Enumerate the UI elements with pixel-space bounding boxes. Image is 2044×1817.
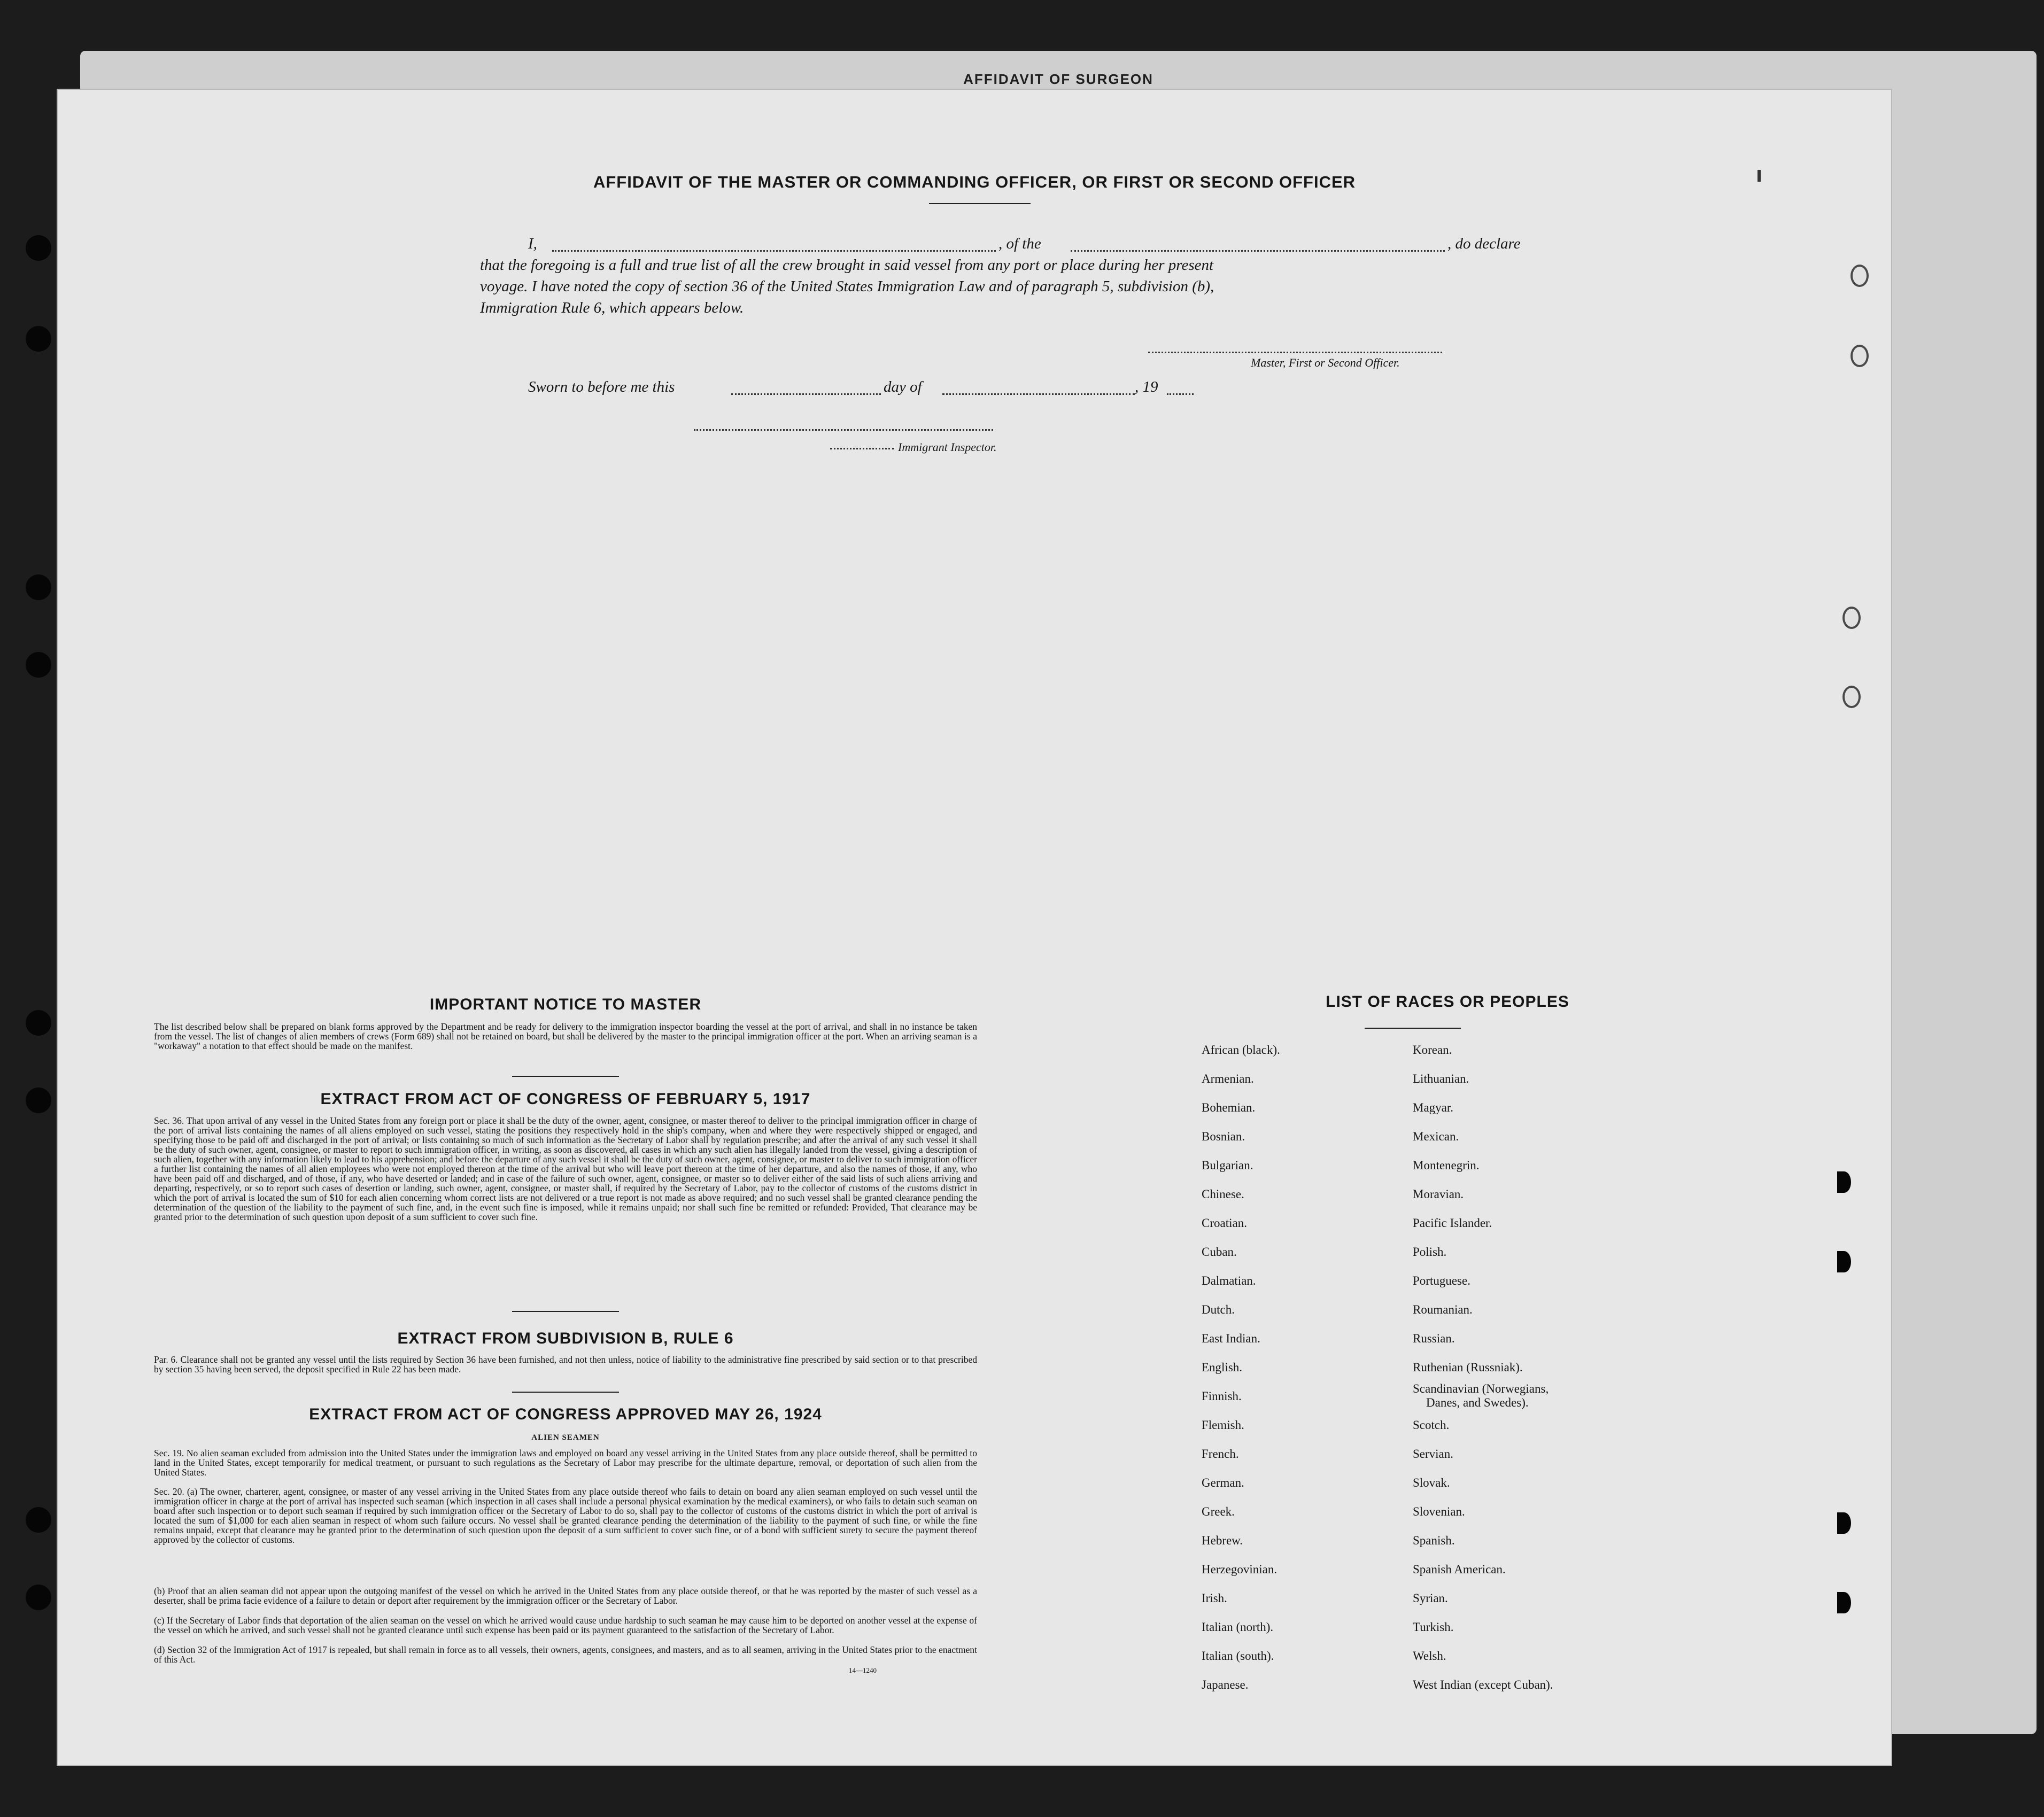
affidavit-title: AFFIDAVIT OF THE MASTER OR COMMANDING OFFICER, OR FIRST OR SECOND OFFICER xyxy=(593,173,1356,191)
race-item: Slovak. xyxy=(1413,1476,1450,1489)
race-item: Lithuanian. xyxy=(1413,1072,1469,1085)
extract-1917-title: EXTRACT FROM ACT OF CONGRESS OF FEBRUARY 5, 1917 xyxy=(320,1090,811,1108)
affidavit-line4: Immigration Rule 6, which appears below. xyxy=(480,299,744,316)
inspector-signature-line-2 xyxy=(830,448,894,449)
race-item: Croatian. xyxy=(1202,1216,1247,1230)
binder-hole xyxy=(26,574,51,600)
race-item: Turkish. xyxy=(1413,1620,1454,1634)
binder-ring xyxy=(1842,686,1861,708)
binder-hole xyxy=(26,1507,51,1533)
affidavit-line1-of-the: , of the xyxy=(998,235,1041,252)
extract-1917-body: Sec. 36. That upon arrival of any vessel in the United States from any foreign port or place it shall be the duty of the owner, agent, consignee, or master thereof to deliver to the principal immigration officer in charge of the port of arrival lists containing the names of all aliens employed on such vessel, stating the positions they respectively hold in the ship's company, when and where they were respectively shipped or engaged, and specifying those to be paid off and discharged in the port of arrival; or lists containing so much of such information as the Secretary of Labor shall by regulation prescribe; and after the arrival of any such vessel it shall be the duty of such owner, agent, consignee, or master to report to such immigration officer, in writing, as soon as discovered, all cases in which any such alien has illegally landed from the vessel, giving a description of such alien, together with any information likely to lead to his apprehension; and before the departure of any such vessel it shall be the duty of such owner, agent, consignee, or master to deliver to such immigration officer a further list containing the names of all alien employees who were not employed thereon at the time of the arrival but who will leave port thereon at the time of her departure, and also the names of those, if any, who have been paid off and discharged, and of those, if any, who have deserted or landed; and in case of the failure of such owner, agent, consignee, or master so to deliver either of the said lists of such aliens arriving and departing, respectively, or so to report such cases of desertion or landing, such owner, agent, consignee, or master shall, if required by the Secretary of Labor, pay to the collector of customs of the customs district in which the port of arrival is located the sum of $10 for each alien concerning whom correct lists are not delivered or a true report is not made as above required; and no such vessel shall be granted clearance pending the determination of the question of the liability to the payment of such fine, and, in the event such fine is imposed, while it remains unpaid; nor shall such fine be remitted or refunded: Provided, That clearance may be granted prior to the determination of such question upon deposit of a sum sufficient to cover such fine. xyxy=(154,1115,977,1222)
race-item: Italian (south). xyxy=(1202,1649,1274,1663)
race-item: Dalmatian. xyxy=(1202,1274,1256,1287)
sworn-day-of: day of xyxy=(884,378,922,395)
races-title: LIST OF RACES OR PEOPLES xyxy=(1326,993,1569,1011)
binder-hole xyxy=(26,1088,51,1113)
race-item: West Indian (except Cuban). xyxy=(1413,1678,1553,1691)
binder-hole xyxy=(1837,1512,1851,1534)
extract-1924-title: EXTRACT FROM ACT OF CONGRESS APPROVED MAY 26, 1924 xyxy=(309,1406,822,1423)
title-underline xyxy=(929,203,1031,204)
race-item: Armenian. xyxy=(1202,1072,1254,1085)
binder-hole xyxy=(1837,1592,1851,1613)
binder-ring xyxy=(1851,345,1869,367)
race-item: Chinese. xyxy=(1202,1187,1244,1201)
race-item: Flemish. xyxy=(1202,1418,1244,1432)
binder-ring xyxy=(1851,265,1869,287)
race-item: Montenegrin. xyxy=(1413,1159,1480,1172)
binder-hole xyxy=(26,235,51,261)
name-blank xyxy=(552,250,996,252)
race-item: Spanish. xyxy=(1413,1534,1455,1547)
inspector-signature-line xyxy=(694,429,993,431)
extract-1924-sec20c: (c) If the Secretary of Labor finds that deportation of the alien seaman on the vessel on which he arrived would cause undue hardship to such seaman he may cause him to be deported on another vessel at the expense of the vessel on which he arrived, and such vessel shall not be granted clearance until such expense has been paid or its payment guaranteed to the satisfaction of the Secretary of Labor. xyxy=(154,1615,977,1635)
race-item: Finnish. xyxy=(1202,1389,1242,1403)
extract-1917-divider xyxy=(512,1311,619,1312)
race-item: Greek. xyxy=(1202,1505,1235,1518)
race-item: Pacific Islander. xyxy=(1413,1216,1492,1230)
race-item: Welsh. xyxy=(1413,1649,1446,1663)
extract-1924-sec20d: (d) Section 32 of the Immigration Act of 1917 is repealed, but shall remain in force as to all vessels, their owners, agents, consignees, and masters, and as to all seamen, arriving in the United States prior to the enactment of this Act. xyxy=(154,1644,977,1665)
notice-body: The list described below shall be prepared on blank forms approved by the Department and be ready for delivery to the immigration inspector boarding the vessel at the port of arrival, and shall in no instance be taken from the vessel. The list of changes of alien members of crews (Form 689) shall not be retained on board, but shall be delivered by the master to the principal immigration officer at the port. When an arriving seaman is a "workaway" a notation to that effect should be made on the manifest. xyxy=(154,1021,977,1051)
affidavit-line1-end: , do declare xyxy=(1447,235,1521,252)
binder-hole xyxy=(26,652,51,678)
notice-divider xyxy=(512,1076,619,1077)
alien-seamen-subtitle: ALIEN SEAMEN xyxy=(531,1433,600,1442)
race-item: French. xyxy=(1202,1447,1239,1461)
race-item: Cuban. xyxy=(1202,1245,1237,1259)
race-item: English. xyxy=(1202,1361,1243,1374)
race-item: Bohemian. xyxy=(1202,1101,1256,1114)
race-item: Ruthenian (Russniak). xyxy=(1413,1361,1523,1374)
sworn-day-blank xyxy=(731,393,881,395)
race-item: Korean. xyxy=(1413,1043,1452,1057)
race-item: Mexican. xyxy=(1413,1130,1459,1143)
race-item: Bulgarian. xyxy=(1202,1159,1253,1172)
affidavit-line1-i: I, xyxy=(528,235,537,252)
rule6-divider xyxy=(512,1392,619,1393)
race-item: Slovenian. xyxy=(1413,1505,1465,1518)
race-item: Syrian. xyxy=(1413,1591,1448,1605)
sworn-prefix: Sworn to before me this xyxy=(528,378,675,395)
affidavit-line2: that the foregoing is a full and true list of all the crew brought in said vessel from any port or place during her present xyxy=(480,257,1214,274)
extract-1924-sec19: Sec. 19. No alien seaman excluded from admission into the United States under the immigration laws and employed on board any vessel arriving in the United States from any place outside thereof, shall be permitted to land in the United States, except temporarily for medical treatment, or pursuant to such regulations as the Secretary of Labor may prescribe for the ultimate departure, removal, or deportation of such alien from the United States. xyxy=(154,1448,977,1478)
sworn-year: , 19 xyxy=(1135,378,1158,395)
extract-1924-sec20b: (b) Proof that an alien seaman did not appear upon the outgoing manifest of the vessel on which he arrived in the United States from any place outside thereof, or that he was reported by the master of such vessel as a deserter, shall be prima facie evidence of a failure to detain or deport after requirement by the immigration officer or the Secretary of Labor. xyxy=(154,1586,977,1606)
page-mark xyxy=(1757,170,1761,182)
race-item: Danes, and Swedes). xyxy=(1426,1396,1529,1409)
document-page xyxy=(58,90,1891,1765)
inspector-label: Immigrant Inspector. xyxy=(898,440,997,454)
race-item: Scotch. xyxy=(1413,1418,1450,1432)
race-item: Bosnian. xyxy=(1202,1130,1245,1143)
race-item: Japanese. xyxy=(1202,1678,1249,1691)
race-item: Magyar. xyxy=(1413,1101,1454,1114)
race-item: Hebrew. xyxy=(1202,1534,1243,1547)
race-item: German. xyxy=(1202,1476,1244,1489)
race-item: Spanish American. xyxy=(1413,1563,1506,1576)
master-signature-label: Master, First or Second Officer. xyxy=(1251,356,1400,369)
binder-hole xyxy=(26,326,51,352)
race-item: Herzegovinian. xyxy=(1202,1563,1278,1576)
race-item: Scandinavian (Norwegians, xyxy=(1413,1382,1549,1395)
rule6-body: Par. 6. Clearance shall not be granted any vessel until the lists required by Section 36 have been furnished, and not then unless, notice of liability to the administrative fine prescribed by said section or to that prescribed by section 35 having been served, the deposit specified in Rule 22 has been made. xyxy=(154,1354,977,1375)
rule6-title: EXTRACT FROM SUBDIVISION B, RULE 6 xyxy=(397,1330,734,1347)
race-item: Portuguese. xyxy=(1413,1274,1470,1287)
sworn-month-blank xyxy=(942,393,1135,395)
race-item: Servian. xyxy=(1413,1447,1454,1461)
race-item: Roumanian. xyxy=(1413,1303,1473,1316)
race-item: East Indian. xyxy=(1202,1332,1260,1345)
binder-hole xyxy=(1837,1171,1851,1193)
race-item: Polish. xyxy=(1413,1245,1447,1259)
binder-hole xyxy=(1837,1251,1851,1272)
vessel-blank xyxy=(1071,250,1445,252)
extract-1924-sec20a: Sec. 20. (a) The owner, charterer, agent, consignee, or master of any vessel arriving in the United States from any place outside thereof who fails to detain on board any alien seaman employed on such vessel until the immigration officer in charge at the port of arrival has inspected such seaman (which inspection in all cases shall include a personal physical examination by the medical examiners), or who fails to detain such seaman on board after such inspection or to deport such seaman if required by such immigration officer or the Secretary of Labor to do so, shall pay to the collector of customs of the customs district in which the port of arrival is located the sum of $1,000 for each alien seaman in respect of whom such failure occurs. No vessel shall be granted clearance pending the determination of the liability to the payment of such fine, or while the fine remains unpaid, except that clearance may be granted prior to the determination of such question upon the deposit of a sum sufficient to cover such fine, or of a bond with sufficient surety to secure the payment thereof approved by the collector of customs. xyxy=(154,1486,977,1545)
binder-hole xyxy=(26,1585,51,1610)
binder-ring xyxy=(1842,607,1861,629)
races-title-underline xyxy=(1365,1028,1461,1029)
binder-hole xyxy=(26,1010,51,1036)
affidavit-line3: voyage. I have noted the copy of section 36 of the United States Immigration Law and of paragraph 5, subdivision (b), xyxy=(480,278,1214,295)
sworn-year-blank xyxy=(1167,393,1194,395)
notice-title: IMPORTANT NOTICE TO MASTER xyxy=(429,996,702,1013)
race-item: Russian. xyxy=(1413,1332,1455,1345)
race-item: Dutch. xyxy=(1202,1303,1235,1316)
back-sheet-header: AFFIDAVIT OF SURGEON xyxy=(963,71,1153,87)
form-number: 14—1240 xyxy=(849,1666,877,1674)
race-item: Italian (north). xyxy=(1202,1620,1274,1634)
race-item: Irish. xyxy=(1202,1591,1227,1605)
race-item: Moravian. xyxy=(1413,1187,1464,1201)
race-item: African (black). xyxy=(1202,1043,1280,1057)
master-signature-line xyxy=(1148,352,1442,353)
